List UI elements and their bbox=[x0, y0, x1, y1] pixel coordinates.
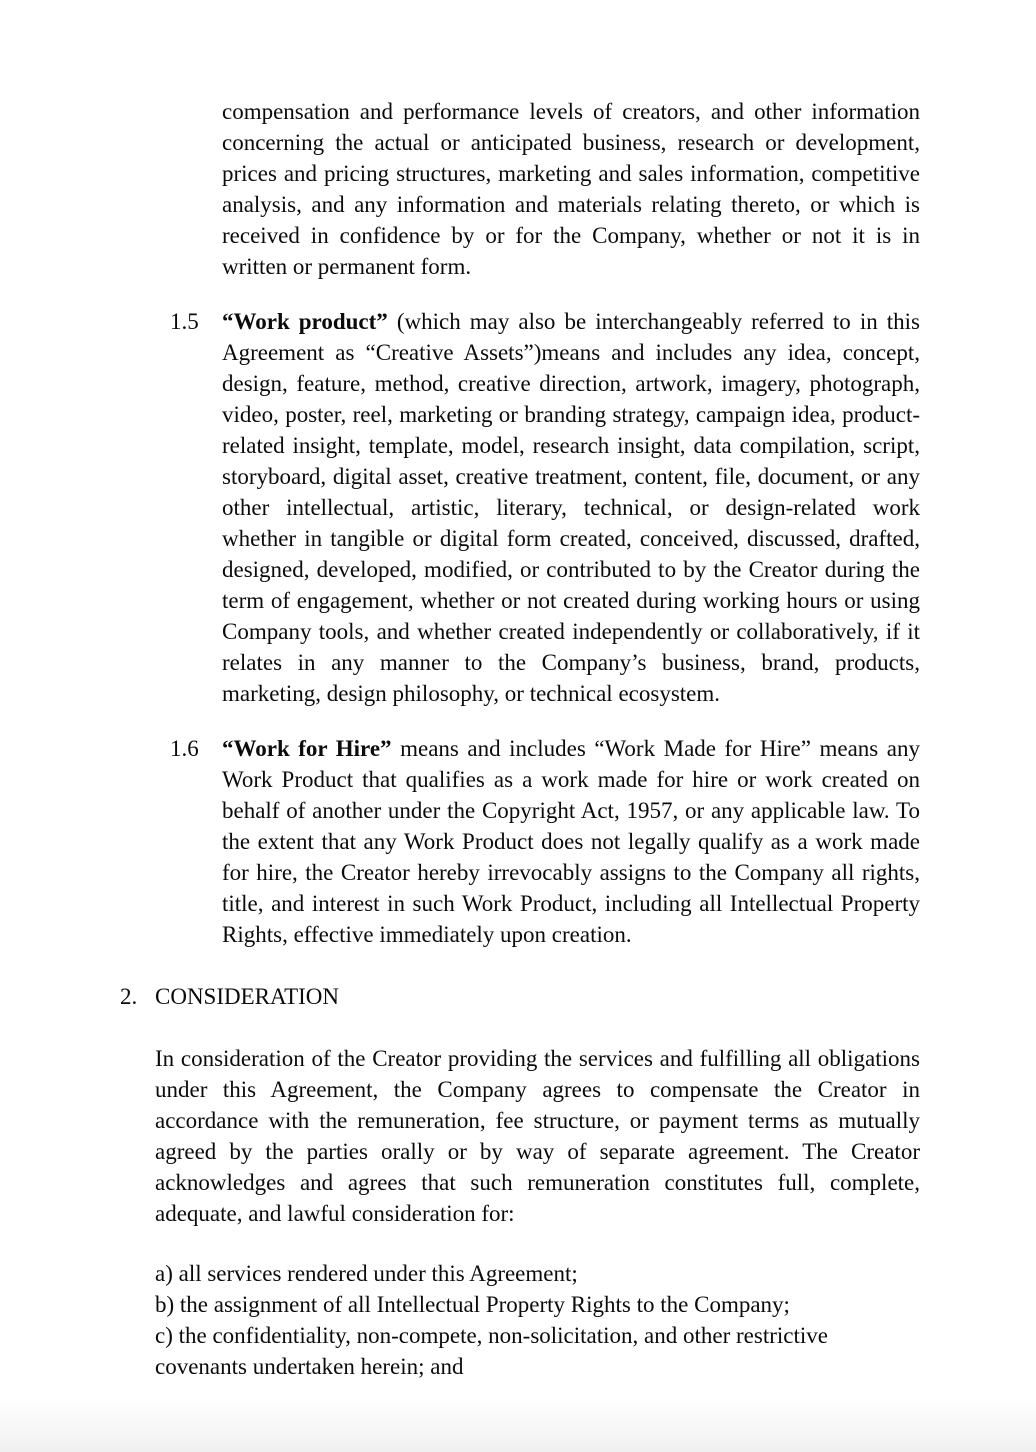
clause-1-5-body: (which may also be interchangeably referred to in this Agreement as “Creative Assets”)means and includes any idea, concept, design, feature, method, creative direction, artwork, imagery, photograph, video, poster, reel, marketing or branding strategy, campaign idea, product-related insight, template, model, research insight, data compilation, script, storyboard, digital asset, creative treatment, content, file, document, or any other intellectual, artistic, literary, technical, or design-related work whether in tangible or digital form created, conceived, discussed, drafted, designed, developed, modified, or contributed to by the Creator during the term of engagement, whether or not created during working hours or using Company tools, and whether created independently or collaboratively, if it relates in any manner to the Company’s business, brand, products, marketing, design philosophy, or technical ecosystem. bbox=[222, 309, 920, 706]
defined-term-work-for-hire: “Work for Hire” bbox=[222, 736, 392, 761]
clause-1-6 bbox=[170, 733, 921, 950]
clause-1-6-number: 1.6 bbox=[170, 736, 199, 761]
section-2-paragraph: In consideration of the Creator providing the services and fulfilling all obligations under this Agreement, the Company agrees to compensate the Creator in accordance with the remuneration, fee structure, or payment terms as mutually agreed by the parties orally or by way of separate agreement. The Creator acknowledges and agrees that such remuneration constitutes full, complete, adequate, and lawful consideration for: bbox=[155, 1046, 920, 1226]
clause-1-5 bbox=[170, 306, 920, 709]
section-2-number: 2. bbox=[120, 984, 138, 1009]
page-bottom-shadow bbox=[0, 1396, 1036, 1452]
list-item-b: b) the assignment of all Intellectual Property Rights to the Company; bbox=[155, 1292, 790, 1317]
list-item-c: c) the confidentiality, non-compete, non-solicitation, and other restrictive covenants undertaken herein; and bbox=[155, 1323, 828, 1379]
clause-1-5-number: 1.5 bbox=[170, 309, 199, 334]
defined-term-work-product: “Work product” bbox=[222, 309, 388, 334]
list-item-a: a) all services rendered under this Agreement; bbox=[155, 1261, 578, 1286]
clause-1-6-body: means and includes “Work Made for Hire” means any Work Product that qualifies as a work made for hire or work created on behalf of another under the Copyright Act, 1957, or any applicable law. To the extent that any Work Product does not legally qualify as a work made for hire, the Creator hereby irrevocably assigns to the Company all rights, title, and interest in such Work Product, including all Intellectual Property Rights, effective immediately upon creation. bbox=[222, 736, 921, 947]
section-2-heading bbox=[120, 981, 920, 1012]
section-2-title: CONSIDERATION bbox=[155, 984, 339, 1009]
clause-1-6-text bbox=[222, 733, 920, 950]
clause-1-5-text bbox=[222, 306, 920, 709]
consideration-items-list bbox=[155, 1258, 920, 1382]
paragraph-confidential-info-continuation: compensation and performance levels of creators, and other information concerning the actual or anticipated business, research or development, prices and pricing structures, marketing and sales information, competitive analysis, and any information and materials relating thereto, or which is received in confidence by or for the Company, whether or not it is in written or permanent form. bbox=[222, 99, 920, 279]
